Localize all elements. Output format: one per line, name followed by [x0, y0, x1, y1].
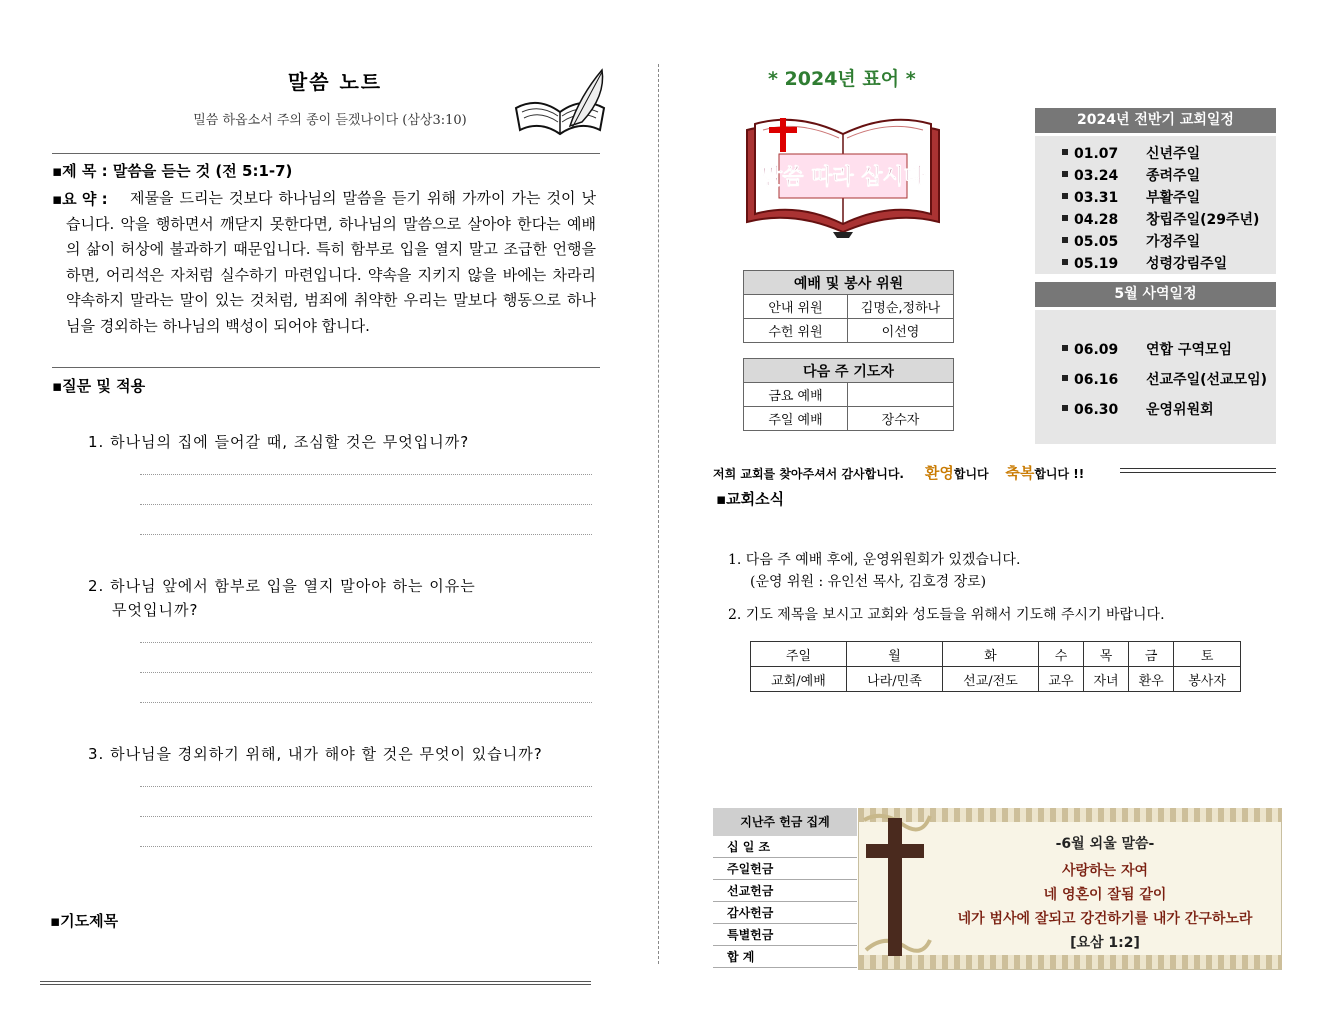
topic-cell: 자녀: [1084, 667, 1129, 692]
schedule-item: 01.07 신년주일: [1062, 143, 1200, 163]
schedule-header: 2024년 전반기 교회일정: [1035, 108, 1276, 133]
prayer-leader-table: [743, 358, 954, 431]
summary-text: [52, 186, 596, 340]
answer-line[interactable]: [140, 534, 592, 535]
welcome-text: 저희 교회를 찾아주셔서 감사합니다.: [713, 467, 904, 481]
verse-reference: [요삼 1:2]: [1070, 935, 1140, 951]
verse-line: 사랑하는 자여: [1061, 863, 1149, 879]
answer-line[interactable]: [140, 816, 592, 817]
page-subtitle: 밀씀 하옵소서 주의 종이 듣겠나이다 (삼상3:10): [193, 113, 467, 128]
blessing-word: 축복: [1005, 464, 1035, 482]
welcome-word: 환영: [924, 464, 954, 482]
day-cell: 주일: [751, 642, 847, 667]
day-cell: 금: [1129, 642, 1174, 667]
theme-title: * 2024년 표어 *: [768, 68, 916, 90]
duty-name: 김명순,정하나: [848, 295, 954, 319]
topic-label: ▪제 목 :: [52, 162, 108, 180]
day-cell: 월: [846, 642, 942, 667]
news-item: 1. 다음 주 예배 후에, 운영위원회가 있겠습니다.: [728, 552, 1021, 568]
mid-rule: [52, 367, 600, 368]
topic-cell: 환우: [1129, 667, 1174, 692]
answer-line[interactable]: [140, 504, 592, 505]
question-2-cont: 무엇입니까?: [112, 601, 199, 619]
prayer-topics-label: ▪기도제목: [50, 912, 119, 930]
answer-line[interactable]: [140, 474, 592, 475]
question-2: 2. 하나님 앞에서 함부로 입을 열지 말아야 하는 이유는: [88, 577, 476, 595]
bible-slogan-icon: [743, 110, 943, 240]
qa-label: ▪질문 및 적용: [52, 377, 146, 395]
offering-row: 합 계: [713, 946, 857, 968]
topic-cell: 봉사자: [1174, 667, 1241, 692]
ministry-item: 06.30 운영위원회: [1062, 399, 1214, 419]
news-item-detail: (운영 위원 : 유인선 목사, 김호경 장로): [750, 574, 987, 590]
topic-cell: 교회/예배: [751, 667, 847, 692]
duty-header: 예배 및 봉사 위원: [744, 271, 954, 295]
schedule-item: 03.24 종려주일: [1062, 165, 1200, 185]
prayer-name: 장수자: [848, 407, 954, 431]
church-news-label: ▪교회소식: [716, 490, 785, 508]
sermon-topic: [52, 160, 292, 181]
news-item: 2. 기도 제목을 보시고 교회와 성도들을 위해서 기도해 주시기 바랍니다.: [728, 607, 1165, 623]
weekly-prayer-table: [750, 641, 1241, 692]
prayer-leader-header: 다음 주 기도자: [744, 359, 954, 383]
verse-line: 네 영혼이 잘됨 같이: [1043, 887, 1167, 903]
day-cell: 화: [942, 642, 1038, 667]
answer-line[interactable]: [140, 846, 592, 847]
prayer-role: 금요 예배: [744, 383, 848, 407]
day-cell: 수: [1038, 642, 1083, 667]
page-divider: [658, 64, 659, 964]
schedule-item: 05.19 성령강림주일: [1062, 253, 1227, 273]
welcome-text: 합니다: [953, 467, 989, 481]
day-cell: 목: [1084, 642, 1129, 667]
cross-icon: [862, 810, 932, 960]
summary-label: ▪요 약 :: [52, 190, 108, 208]
ministry-item: 06.09 연합 구역모임: [1062, 339, 1232, 359]
summary-body: 제물을 드리는 것보다 하나님의 말씀을 듣기 위해 가까이 가는 것이 낫습니다. 악을 행하면서 깨닫지 못한다면, 하나님의 말씀으로 살아야 한다는 예배의 삶이 허상에 불과하기 때문입니다. 특히 함부로 입을 열지 말고 조급한 언행을 하면, 어리석은 자처럼 실수하기 마련입니다. 약속을 지키지 않을 바에는 차라리 약속하지 말라는 말이 있는 것처럼, 범죄에 취약한 우리는 말보다 행동으로 하나님을 경외하는 하나님의 백성이 되어야 합니다.: [66, 189, 596, 335]
schedule-item: 05.05 가정주일: [1062, 231, 1200, 251]
schedule-item: 03.31 부활주일: [1062, 187, 1200, 207]
top-rule: [52, 153, 600, 154]
prayer-role: 주일 예배: [744, 407, 848, 431]
verse-title: -6월 외울 말씀-: [1055, 836, 1155, 852]
duty-table: [743, 270, 954, 343]
schedule-item: 04.28 창립주일(29주년): [1062, 209, 1259, 229]
answer-line[interactable]: [140, 786, 592, 787]
question-3: 3. 하나님을 경외하기 위해, 내가 해야 할 것은 무엇이 있습니까?: [88, 745, 543, 763]
duty-name: 이선영: [848, 319, 954, 343]
offering-row: 십 일 조: [713, 836, 857, 858]
prayer-name: [848, 383, 954, 407]
answer-line[interactable]: [140, 702, 592, 703]
offering-header: 지난주 헌금 집계: [713, 808, 857, 836]
duty-role: 안내 위원: [744, 295, 848, 319]
topic-cell: 선교/전도: [942, 667, 1038, 692]
duty-role: 수헌 위원: [744, 319, 848, 343]
book-quill-icon: [510, 66, 610, 146]
offering-row: 주일헌금: [713, 858, 857, 880]
welcome-message: [713, 462, 1084, 483]
bottom-rule: [40, 981, 591, 985]
question-1: 1. 하나님의 집에 들어갈 때, 조심할 것은 무엇입니까?: [88, 433, 470, 451]
offering-row: 감사헌금: [713, 902, 857, 924]
topic-cell: 교우: [1038, 667, 1083, 692]
theme-slogan: 말씀 따라 삽시다: [760, 165, 926, 190]
ministry-schedule-header: 5월 사역일정: [1035, 282, 1276, 307]
page-title: 말씀 노트: [287, 70, 383, 94]
day-cell: 토: [1174, 642, 1241, 667]
welcome-text: 합니다 !!: [1034, 467, 1085, 481]
offering-row: 선교헌금: [713, 880, 857, 902]
offering-row: 특별헌금: [713, 924, 857, 946]
topic-cell: 나라/민족: [846, 667, 942, 692]
welcome-rule: [1120, 468, 1276, 473]
answer-line[interactable]: [140, 672, 592, 673]
ministry-item: 06.16 선교주일(선교모임): [1062, 369, 1267, 389]
verse-line: 네가 범사에 잘되고 강건하기를 내가 간구하노라: [957, 911, 1253, 927]
answer-line[interactable]: [140, 642, 592, 643]
topic-value: 말씀을 듣는 것 (전 5:1-7): [112, 162, 293, 180]
